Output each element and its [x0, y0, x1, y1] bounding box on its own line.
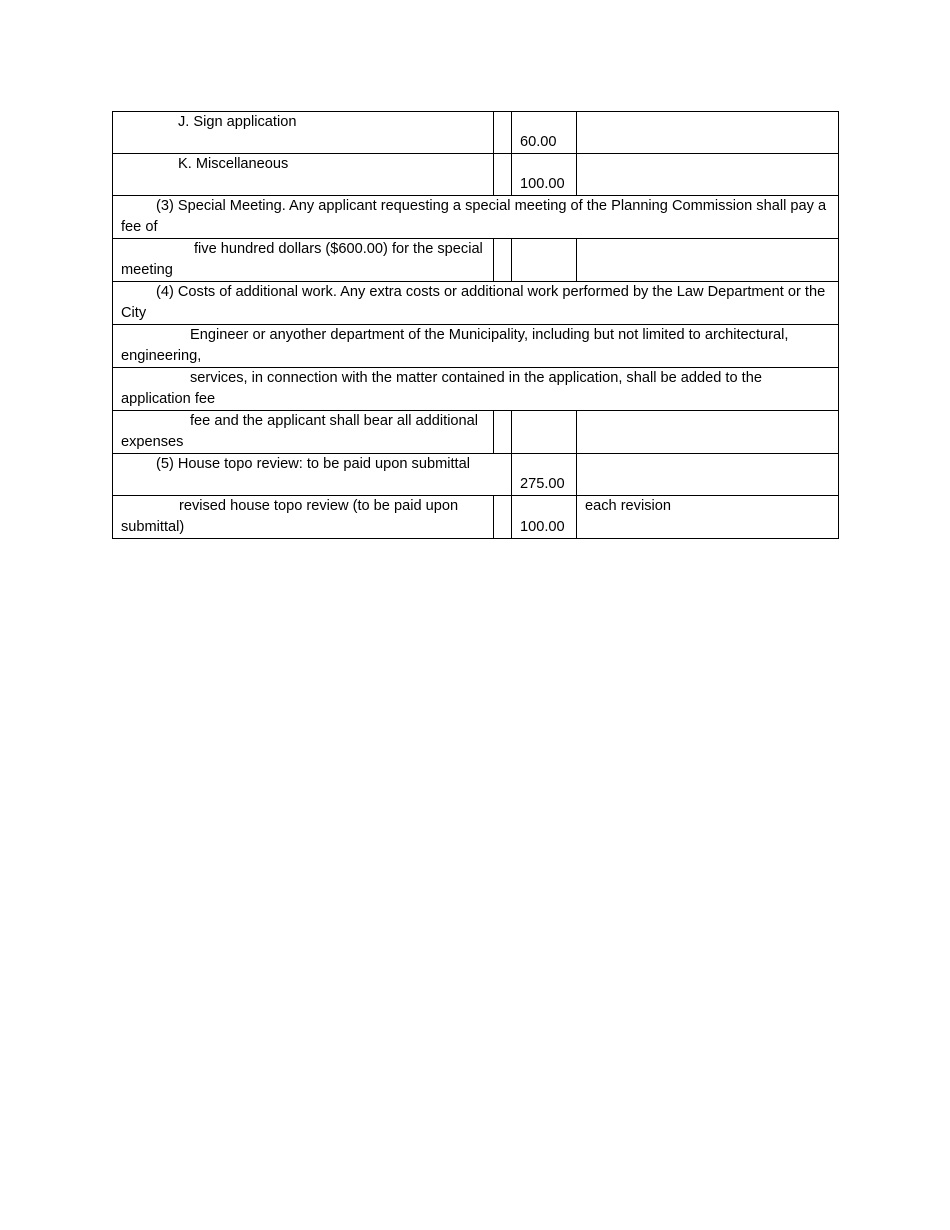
- fee-amount: [512, 239, 577, 282]
- fee-paragraph: services, in connection with the matter contained in the application, shall be added to the application fee: [113, 368, 839, 411]
- fee-description: fee and the applicant shall bear all additional expenses: [113, 411, 494, 454]
- table-row: [113, 196, 839, 239]
- fee-amount: 275.00: [512, 454, 577, 496]
- fee-description: (5) House topo review: to be paid upon submittal: [113, 454, 512, 496]
- spacer-cell: [494, 112, 512, 154]
- fee-amount: 100.00: [512, 496, 577, 539]
- fee-schedule-table: [112, 111, 839, 539]
- table-row: [113, 368, 839, 411]
- table-row: [113, 154, 839, 196]
- table-row: [113, 411, 839, 454]
- table-row: [113, 282, 839, 325]
- spacer-cell: [494, 239, 512, 282]
- fee-description: five hundred dollars ($600.00) for the special meeting: [113, 239, 494, 282]
- fee-paragraph: Engineer or anyother department of the Municipality, including but not limited to architectural, engineering,: [113, 325, 839, 368]
- table-row: [113, 239, 839, 282]
- fee-description: K. Miscellaneous: [113, 154, 494, 196]
- fee-note: each revision: [577, 496, 839, 539]
- fee-amount: 60.00: [512, 112, 577, 154]
- fee-amount: [512, 411, 577, 454]
- spacer-cell: [494, 496, 512, 539]
- fee-description: J. Sign application: [113, 112, 494, 154]
- spacer-cell: [494, 411, 512, 454]
- table-row: [113, 112, 839, 154]
- fee-note: [577, 112, 839, 154]
- fee-description: revised house topo review (to be paid upon submittal): [113, 496, 494, 539]
- fee-amount: 100.00: [512, 154, 577, 196]
- fee-note: [577, 154, 839, 196]
- table-row: [113, 496, 839, 539]
- table-row: [113, 325, 839, 368]
- fee-note: [577, 411, 839, 454]
- fee-note: [577, 454, 839, 496]
- fee-paragraph: (4) Costs of additional work. Any extra costs or additional work performed by the Law Department or the City: [113, 282, 839, 325]
- spacer-cell: [494, 154, 512, 196]
- table-row: [113, 454, 839, 496]
- fee-note: [577, 239, 839, 282]
- fee-paragraph: (3) Special Meeting. Any applicant requesting a special meeting of the Planning Commission shall pay a fee of: [113, 196, 839, 239]
